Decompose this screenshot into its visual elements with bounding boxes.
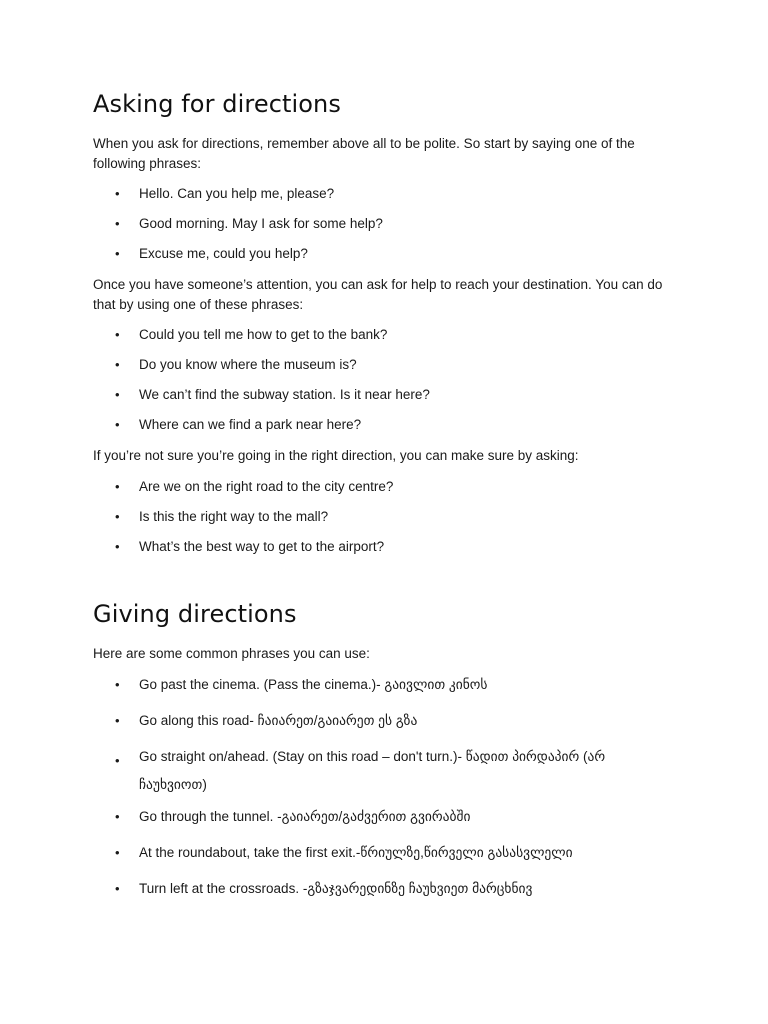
bullet-icon: • bbox=[115, 677, 120, 692]
list-item: • Are we on the right road to the city centre? bbox=[93, 477, 693, 497]
list-item: • We can’t find the subway station. Is it near here? bbox=[93, 385, 693, 405]
bullet-icon: • bbox=[115, 387, 120, 402]
list-item: • Where can we find a park near here? bbox=[93, 415, 693, 435]
attention-paragraph: Once you have someone’s attention, you can ask for help to reach your destination. You can do that by using one of these phrases: bbox=[93, 277, 663, 312]
bullet-icon: • bbox=[115, 327, 120, 342]
section-heading-giving: Giving directions bbox=[93, 600, 297, 628]
check-phrases-list bbox=[93, 477, 693, 567]
bullet-icon: • bbox=[115, 479, 120, 494]
intro-paragraph: When you ask for directions, remember above all to be polite. So start by saying one of the following phrases: bbox=[93, 136, 635, 171]
bullet-icon: • bbox=[115, 357, 120, 372]
list-item: • Go straight on/ahead. (Stay on this road – don't turn.)- წადით პირდაპირ (არ ჩაუხვიოთ) bbox=[115, 749, 606, 792]
list-item: • Hello. Can you help me, please? bbox=[93, 184, 693, 204]
list-item: • Is this the right way to the mall? bbox=[93, 507, 693, 527]
section-heading-asking: Asking for directions bbox=[93, 90, 341, 118]
list-item: • Go through the tunnel. -გაიარეთ/გაძვერით გვირაბში bbox=[93, 807, 693, 827]
giving-directions-list bbox=[93, 675, 693, 915]
list-item: • What’s the best way to get to the airport? bbox=[93, 537, 693, 557]
bullet-icon: • bbox=[115, 417, 120, 432]
destination-phrases-list bbox=[93, 325, 693, 445]
list-item: • Good morning. May I ask for some help? bbox=[93, 214, 693, 234]
bullet-icon: • bbox=[115, 713, 120, 728]
bullet-icon: • bbox=[115, 186, 120, 201]
bullet-icon: • bbox=[115, 881, 120, 896]
list-item: • Do you know where the museum is? bbox=[93, 355, 693, 375]
bullet-icon: • bbox=[115, 539, 120, 554]
bullet-icon: • bbox=[115, 845, 120, 860]
direction-check-paragraph: If you’re not sure you’re going in the right direction, you can make sure by asking: bbox=[93, 448, 579, 463]
bullet-icon: • bbox=[115, 753, 120, 768]
list-item: • Excuse me, could you help? bbox=[93, 244, 693, 264]
bullet-icon: • bbox=[115, 246, 120, 261]
list-item: • Go past the cinema. (Pass the cinema.)- გაივლით კინოს bbox=[93, 675, 693, 695]
list-item: • At the roundabout, take the first exit.-წრიულზე,წირველი გასასვლელი bbox=[93, 843, 693, 863]
list-item: • Turn left at the crossroads. -გზაჯვარედინზე ჩაუხვიეთ მარცხნივ bbox=[93, 879, 693, 899]
list-item: • Could you tell me how to get to the bank? bbox=[93, 325, 693, 345]
list-item: • Go along this road- ჩაიარეთ/გაიარეთ ეს გზა bbox=[93, 711, 693, 731]
bullet-icon: • bbox=[115, 509, 120, 524]
bullet-icon: • bbox=[115, 809, 120, 824]
bullet-icon: • bbox=[115, 216, 120, 231]
common-phrases-intro: Here are some common phrases you can use: bbox=[93, 646, 370, 661]
polite-phrases-list bbox=[93, 184, 693, 274]
